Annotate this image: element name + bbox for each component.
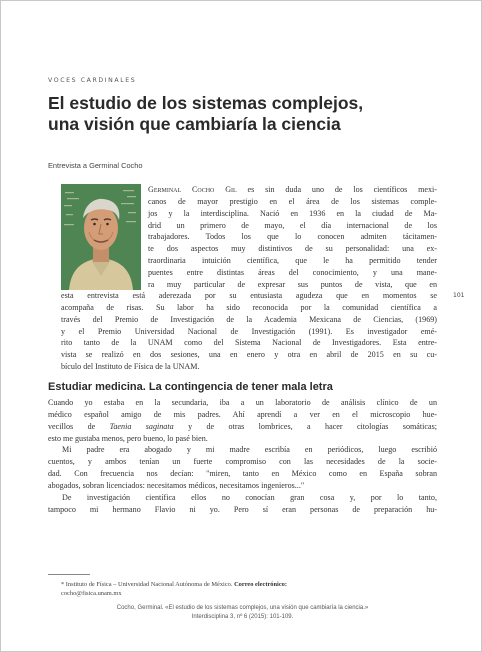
footnote-divider xyxy=(48,574,90,575)
intro-line: esta entrevista está aderezada por su entusiasta agudeza que en momentos se xyxy=(61,291,437,300)
page-number: 101 xyxy=(453,292,465,299)
body-line: Cuando yo estaba en la secundaria, iba a un laboratorio de análisis clínico de un xyxy=(48,398,437,407)
title-line-2: una visión que cambiaría la ciencia xyxy=(48,114,341,134)
footnote-email-label: Correo electrónico: xyxy=(234,581,287,588)
interviewee-name: Germinal Cocho Gil xyxy=(148,185,237,194)
article-title xyxy=(48,93,438,135)
intro-line: acompaña de risas. Su labor ha sido reconocida por la comunidad científica a xyxy=(61,302,437,312)
body-line: Mi padre era abogado y mi madre escribía en periódicos, luego escribió xyxy=(62,445,437,455)
body-line: esto me gustaba menos, pero bueno, lo pasé bien. xyxy=(48,433,208,443)
article-subtitle: Entrevista a Germinal Cocho xyxy=(48,161,143,170)
intro-line: drid un primero de mayo, el día internacional de los xyxy=(148,220,437,230)
intro-line: canos de mayor prestigio en el área de los sistemas comple- xyxy=(148,196,437,206)
body-line: dad. Con frecuencia nos decían: "miren, tanto en México como en España sobran xyxy=(48,469,437,479)
intro-line: y el Premio Universidad Nacional de Investigación (1991). Es investigador emé- xyxy=(61,326,437,336)
intro-paragraph-full xyxy=(61,290,437,373)
intro-line: través del Premio de Investigación de la Academia Mexicana de Ciencias, (1969) xyxy=(61,314,437,324)
portrait-photo xyxy=(61,184,141,290)
footnote xyxy=(61,580,441,598)
body-line: cuentos, y ambos tenían un fuerte compromiso con las necesidades de la socie- xyxy=(48,457,437,467)
body-line: tampoco mi hermano Flavio ni yo. Pero sí eran personas de preparación hu- xyxy=(48,504,437,514)
intro-line: bículo del Instituto de Física de la UNAM. xyxy=(61,362,200,372)
intro-line: rito tanto de la UNAM como del Sistema Nacional de Investigadores. Esta entre- xyxy=(61,338,437,348)
portrait-image xyxy=(61,184,141,290)
intro-line: te dos aspectos muy distintivos de su personalidad: una ex- xyxy=(148,244,437,254)
section-heading: Estudiar medicina. La contingencia de tener mala letra xyxy=(48,381,333,393)
body-line: De investigación científica ellos no conocían gran cosa y, por lo tanto, xyxy=(62,492,437,502)
intro-line: jos y la interdisciplina. Nació en 1936 en la ciudad de Ma- xyxy=(148,208,437,218)
body-line: médico español amigo de mis padres. Ahí aprendí a ver en el microscopio hue- xyxy=(48,409,437,419)
body-line: vecillos de Taenia saginata y de otras lombrices, a hacer citologías somáticas; xyxy=(48,421,437,431)
title-line-1: El estudio de los sistemas complejos, xyxy=(48,93,364,113)
body-line: abogados, sobran licenciados: necesitamos médicos, necesitamos ingenieros..." xyxy=(48,480,305,490)
footnote-affiliation: * Instituto de Física – Universidad Nacional Autónoma de México. xyxy=(61,581,233,588)
intro-paragraph-right xyxy=(148,184,437,291)
citation-line-1: Cocho, Germinal. «El estudio de los sistemas complejos, una visión que cambiaría la ciencia.» xyxy=(116,605,369,611)
citation xyxy=(48,604,437,621)
intro-line: puentes entre distintas áreas del conocimiento, y una mane- xyxy=(148,267,437,277)
intro-line: traordinaria intuición científica, que le ha permitido tender xyxy=(148,256,437,266)
intro-line: trabajadores. Todos los que lo conocen admiten tácitamen- xyxy=(148,232,437,242)
footnote-email: cocho@fisica.unam.mx xyxy=(61,590,122,597)
section-paragraphs xyxy=(48,397,437,515)
citation-line-2: Interdisciplina 3, nº 6 (2015): 101-109. xyxy=(191,613,294,620)
intro-line: vista se realizó en dos sesiones, una en enero y otra en abril de 2015 en su cu- xyxy=(61,350,437,360)
species-name: Taenia saginata xyxy=(109,421,174,431)
intro-line: Germinal Cocho Gil es sin duda uno de los científicos mexi- xyxy=(148,185,437,194)
section-label: VOCES CARDINALES xyxy=(48,77,137,84)
intro-line: ra muy particular de expresar sus puntos de vista, que en xyxy=(148,279,437,289)
